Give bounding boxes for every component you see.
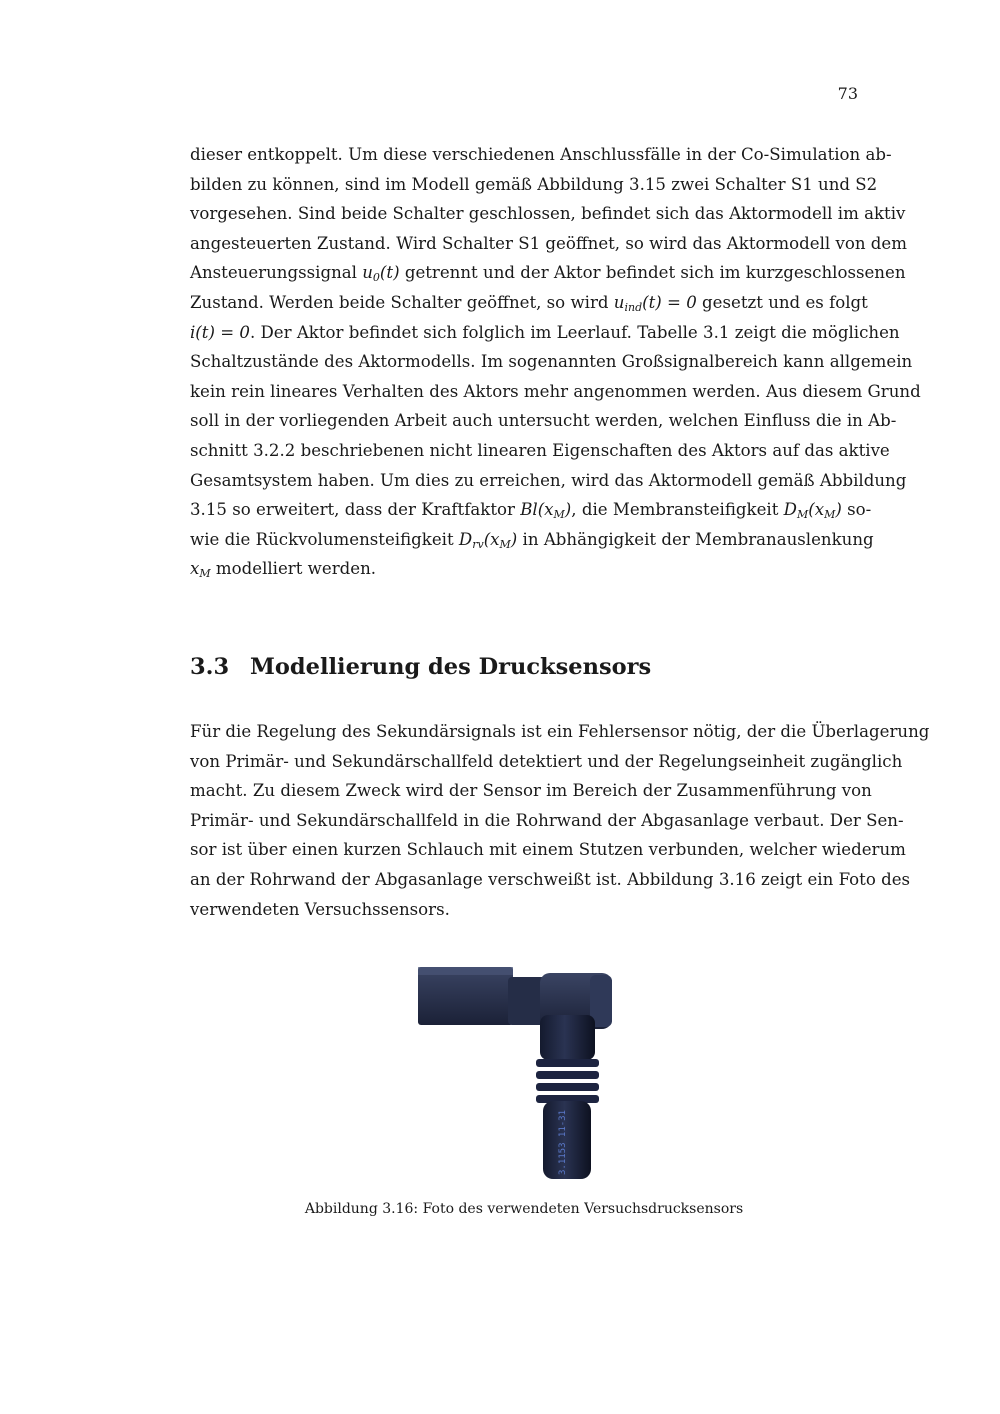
- paragraph1-line: vorgesehen. Sind beide Schalter geschlossen, befindet sich das Aktormodell im aktiv: [190, 204, 906, 224]
- paragraph-drucksensor: [190, 717, 930, 924]
- paragraph1-line: i(t) = 0. Der Aktor befindet sich folglich im Leerlauf. Tabelle 3.1 zeigt die möglichen: [190, 322, 900, 342]
- paragraph1-line: $x_M$ modelliert werden.: [190, 559, 377, 581]
- paragraph1-line: dieser entkoppelt. Um diese verschiedenen Anschlussfälle in der Co-Simulation ab-: [190, 145, 892, 164]
- paragraph1-line: wie die Rückvolumensteifigkeit $D_{rv}(x_M)$ in Abhängigkeit der Membranauslenkung: [190, 529, 874, 551]
- paragraph1-line: Schaltzustände des Aktormodells. Im sogenannten Großsignalbereich kann allgemein: [190, 352, 913, 372]
- math-expression: $_M$): [824, 500, 842, 522]
- sensor-photo: [390, 955, 630, 1190]
- math-expression: $_M$): [499, 529, 518, 551]
- math-expression: $Bl(x_M)$: [520, 500, 572, 522]
- paragraph2-line: Für die Regelung des Sekundärsignals ist ein Fehlersensor nötig, der die Überlagerung: [190, 722, 930, 741]
- paragraph1-line: bilden zu können, sind im Modell gemäß Abbildung 3.15 zwei Schalter S1 und S2: [190, 174, 878, 194]
- math-expression: $x_M$: [190, 559, 211, 581]
- page-number: 73: [837, 84, 858, 103]
- paragraph2-line: verwendeten Versuchssensors.: [190, 899, 450, 919]
- section-heading: [190, 654, 651, 680]
- pressure-sensor-image: [390, 955, 630, 1190]
- paragraph1-line: kein rein lineares Verhalten des Aktors mehr angenommen werden. Aus diesem Grund: [190, 381, 921, 401]
- paragraph1-line: Gesamtsystem haben. Um dies zu erreichen, wird das Aktormodell gemäß Abbildung: [190, 470, 907, 490]
- math-expression: $u_0(t)$: [362, 263, 400, 285]
- paragraph-aktormodell: [190, 140, 921, 584]
- math-expression: $D_{rv}(x$: [458, 529, 500, 551]
- math-expression: $u_{ind}(t) = 0$: [613, 292, 697, 314]
- section-number: 3.3: [190, 654, 230, 680]
- paragraph1-line: soll in der vorliegenden Arbeit auch untersucht werden, welchen Einfluss die in Ab-: [190, 411, 897, 431]
- paragraph1-line: angesteuerten Zustand. Wird Schalter S1 geöffnet, so wird das Aktormodell von dem: [190, 233, 907, 253]
- paragraph1-line: Ansteuerungssignal $u_0(t)$ getrennt und der Aktor befindet sich im kurzgeschlossenen: [190, 263, 906, 285]
- section-title: Modellierung des Drucksensors: [250, 654, 652, 680]
- connector-housing: [418, 967, 513, 1025]
- paragraph2-line: macht. Zu diesem Zweck wird der Sensor im Bereich der Zusammenführung von: [190, 781, 872, 801]
- paragraph1-line: Zustand. Werden beide Schalter geöffnet, so wird $u_{ind}(t) = 0$ gesetzt und es folgt: [190, 292, 868, 314]
- paragraph2-line: Primär- und Sekundärschallfeld in die Rohrwand der Abgasanlage verbaut. Der Sen-: [190, 810, 904, 830]
- paragraph2-line: von Primär- und Sekundärschallfeld detektiert und der Regelungseinheit zugänglich: [190, 751, 903, 771]
- paragraph1-line: 3.15 so erweitert, dass der Kraftfaktor $Bl(x_M)$, die Membransteifigkeit $D_M(x_M)$ so-: [190, 500, 872, 522]
- paragraph2-line: sor ist über einen kurzen Schlauch mit einem Stutzen verbunden, welcher wiederum: [190, 840, 906, 860]
- paragraph1-line: schnitt 3.2.2 beschriebenen nicht linearen Eigenschaften des Aktors auf das aktive: [190, 440, 890, 460]
- math-expression: $D_M(x$: [783, 500, 825, 522]
- paragraph2-line: an der Rohrwand der Abgasanlage verschweißt ist. Abbildung 3.16 zeigt ein Foto des: [190, 869, 911, 889]
- sensor-print: 3.1153 11-31: [558, 1109, 568, 1175]
- figure-caption: Abbildung 3.16: Foto des verwendeten Versuchsdrucksensors: [304, 1201, 744, 1217]
- math-expression: i(t) = 0: [190, 322, 250, 342]
